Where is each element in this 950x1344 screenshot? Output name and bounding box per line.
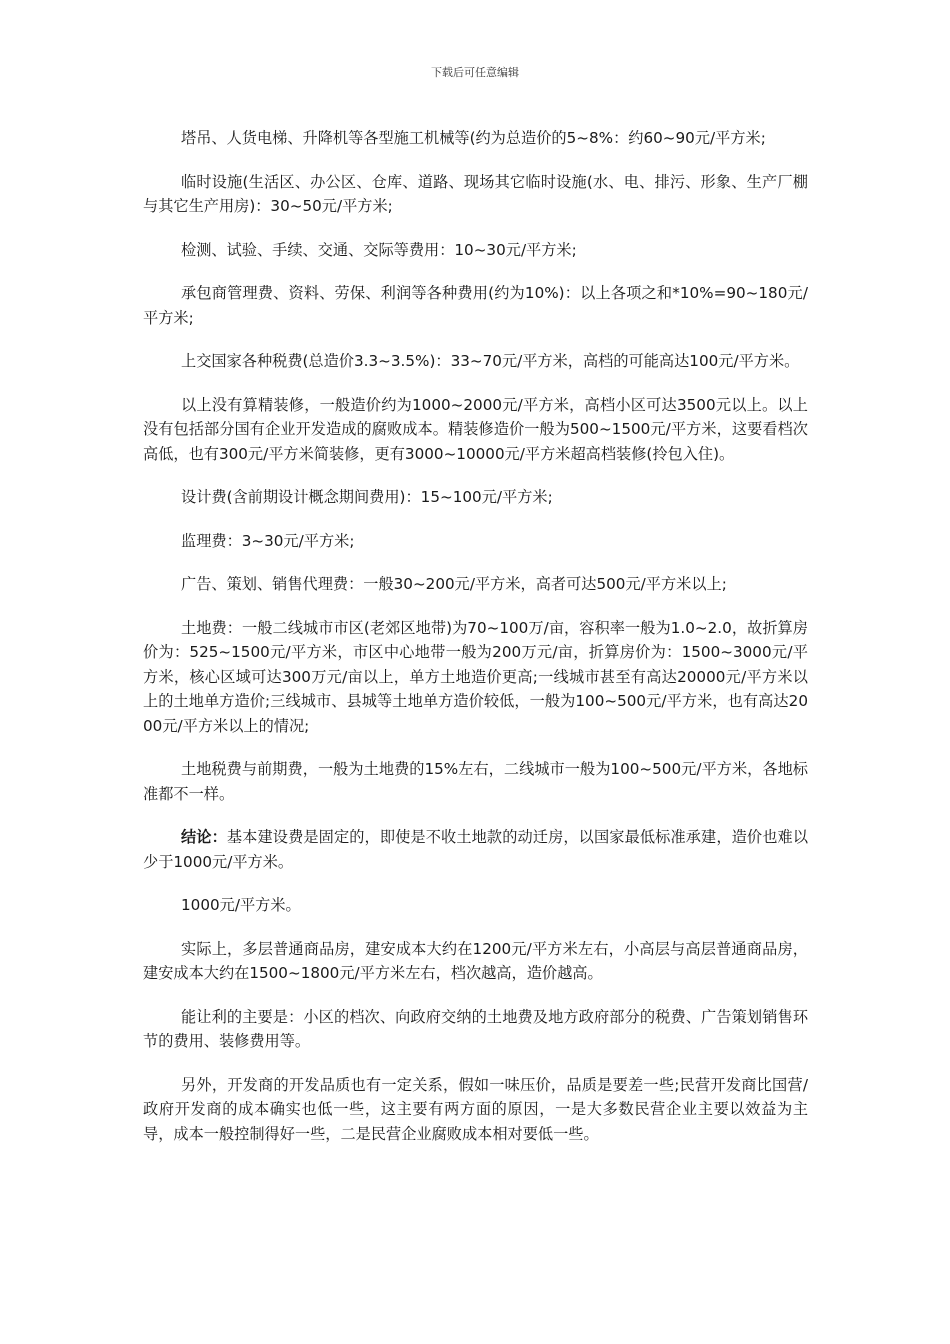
paragraph-text: 广告、策划、销售代理费：一般30~200元/平方米，高者可达500元/平方米以上; [181, 575, 727, 593]
paragraph-1 [143, 126, 808, 151]
paragraph-13 [143, 893, 808, 918]
paragraph-3 [143, 238, 808, 263]
paragraph-text: 监理费：3~30元/平方米; [181, 531, 355, 550]
paragraph-4 [143, 281, 808, 330]
paragraph-text: 检测、试验、手续、交通、交际等费用：10~30元/平方米; [181, 240, 577, 259]
paragraph-text: 以上没有算精装修，一般造价约为1000~2000元/平方米，高档小区可达3500元以上。以上没有包括部分国有企业开发造成的腐败成本。精装修造价一般为500~1500元/平方米，这要看档次高低，也有300元/平方米简装修，更有3000~10000元/平方米超高档装修(拎包入住)。 [143, 395, 808, 463]
paragraph-10 [143, 616, 808, 739]
paragraph-8 [143, 529, 808, 554]
paragraph-5 [143, 349, 808, 374]
page-header: 下载后可任意编辑 [431, 66, 519, 79]
paragraph-text: 实际上，多层普通商品房，建安成本大约在1200元/平方米左右，小高层与高层普通商品房，建安成本大约在1500~1800元/平方米左右，档次越高，造价越高。 [143, 939, 808, 982]
paragraph-text: 另外，开发商的开发品质也有一定关系，假如一味压价，品质是要差一些;民营开发商比国营/政府开发商的成本确实也低一些，这主要有两方面的原因，一是大多数民营企业主要以效益为主导，成本一般控制得好一些，二是民营企业腐败成本相对要低一些。 [143, 1075, 808, 1143]
paragraph-text: 土地费：一般二线城市市区(老郊区地带)为70~100万/亩，容积率一般为1.0~2.0，故折算房价为：525~1500元/平方米，市区中心地带一般为200万元/亩，折算房价为：1500~3000元/平方米，核心区域可达300万元/亩以上，单方土地造价更高;一线城市甚至有高达20000元/平方米以上的土地单方造价;三线城市、县城等土地单方造价较低，一般为100~500元/平方米，也有高达2000元/平方米以上的情况; [143, 618, 808, 735]
paragraph-15 [143, 1005, 808, 1054]
document-body [143, 126, 808, 1165]
paragraph-14 [143, 937, 808, 986]
paragraph-text: 能让利的主要是：小区的档次、向政府交纳的土地费及地方政府部分的税费、广告策划销售环节的费用、装修费用等。 [143, 1007, 808, 1050]
conclusion-label: 结论： [181, 828, 227, 846]
paragraph-12-conclusion [143, 825, 808, 874]
paragraph-7 [143, 485, 808, 510]
paragraph-16 [143, 1073, 808, 1147]
paragraph-text: 承包商管理费、资料、劳保、利润等各种费用(约为10%)：以上各项之和*10%=90~180元/平方米; [143, 284, 808, 327]
paragraph-text: 临时设施(生活区、办公区、仓库、道路、现场其它临时设施(水、电、排污、形象、生产厂棚与其它生产用房)：30~50元/平方米; [143, 172, 808, 215]
paragraph-11 [143, 757, 808, 806]
paragraph-9 [143, 572, 808, 597]
paragraph-text: 上交国家各种税费(总造价3.3~3.5%)：33~70元/平方米，高档的可能高达100元/平方米。 [181, 352, 800, 370]
paragraph-2 [143, 170, 808, 219]
paragraph-text: 设计费(含前期设计概念期间费用)：15~100元/平方米; [181, 488, 553, 506]
paragraph-text: 基本建设费是固定的，即使是不收土地款的动迁房，以国家最低标准承建，造价也难以少于1000元/平方米。 [143, 828, 809, 871]
paragraph-text: 塔吊、人货电梯、升降机等各型施工机械等(约为总造价的5~8%：约60~90元/平方米; [181, 129, 766, 147]
paragraph-text: 土地税费与前期费，一般为土地费的15%左右，二线城市一般为100~500元/平方米，各地标准都不一样。 [143, 760, 808, 803]
paragraph-text: 1000元/平方米。 [181, 896, 301, 914]
paragraph-6 [143, 393, 808, 467]
